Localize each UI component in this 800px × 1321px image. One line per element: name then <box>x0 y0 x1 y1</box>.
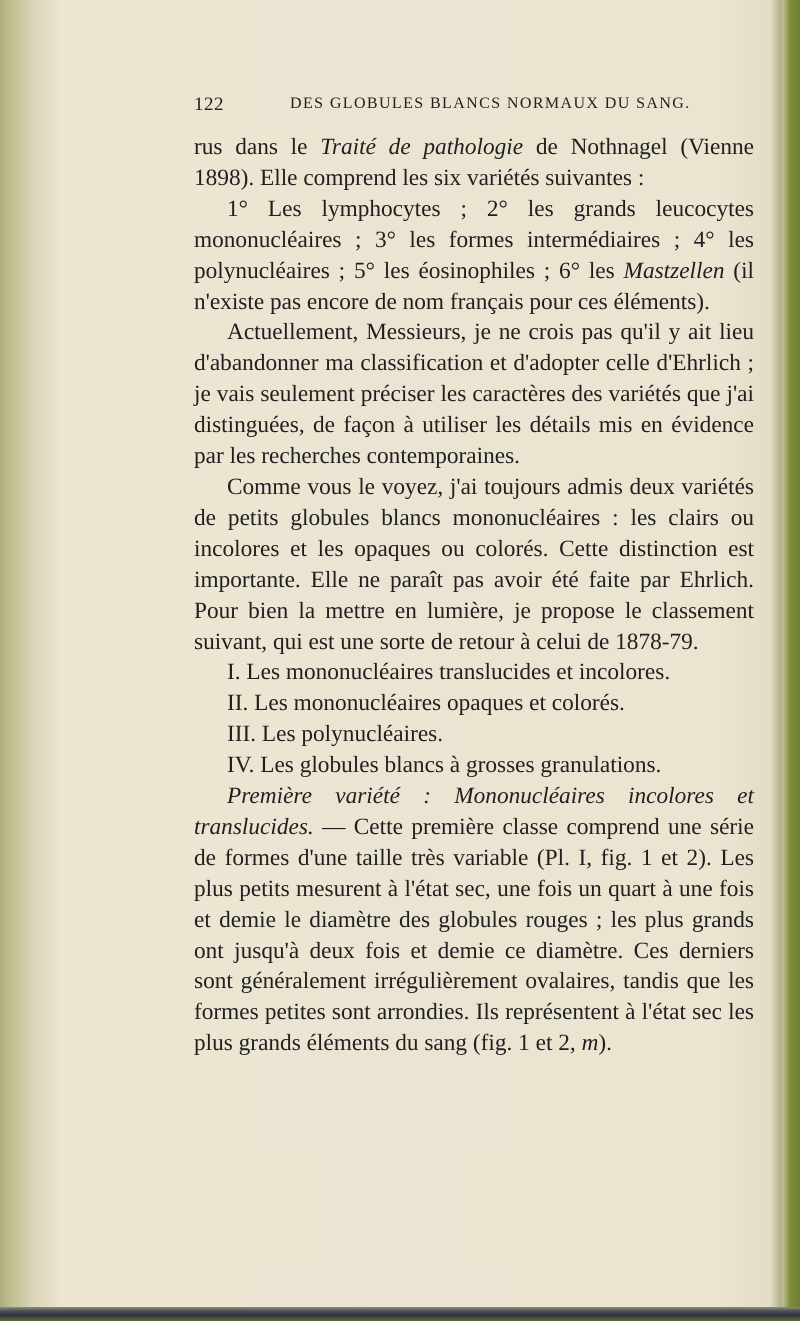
paragraph-1-text-a: rus dans le <box>194 134 321 160</box>
list-item: IV. Les globules blancs à grosses granulations. <box>227 752 662 779</box>
paragraph-2-text-b: (il n'existe pas encore de nom français pour ces éléments). <box>194 257 755 315</box>
first-variety-heading: Première variété : Mononucléaires incolores et translucides. <box>194 783 754 840</box>
paragraph-first-variety <box>194 781 754 1059</box>
paragraph-variety-list-inline <box>194 194 754 318</box>
list-item: III. Les polynucléaires. <box>227 721 444 748</box>
paragraph-mononuclear-distinction: Comme vous le voyez, j'ai toujours admis deux variétés de petits globules blancs mononucléaires : les clairs ou incolores et les opaques ou colorés. Cette distinction est importante. Elle ne paraît pas avoir été faite par Ehrlich. Pour bien la mettre en lumière, je propose le classement suivant, qui est une sorte de retour à celui de 1878-79. <box>194 473 754 655</box>
paragraph-1-book-title: Traité de pathologie <box>320 134 524 160</box>
page-header <box>194 94 754 118</box>
first-variety-text-b: ). <box>598 1030 612 1057</box>
classification-list <box>194 657 754 781</box>
list-item: I. Les mononucléaires translucides et incolores. <box>227 659 671 686</box>
page-edge-bottom <box>0 1307 800 1321</box>
page-number: 122 <box>194 94 224 115</box>
binding-gutter-shadow <box>0 0 60 1321</box>
paragraph-2-mastzellen: Mastzellen <box>623 257 725 284</box>
running-head: DES GLOBULES BLANCS NORMAUX DU SANG. <box>290 95 691 112</box>
first-variety-figure-label: m <box>581 1030 599 1057</box>
paragraph-2-text-a: 1° Les lymphocytes ; 2° les grands leucocytes mononucléaires ; 3° les formes intermédiaires ; 4° les polynucléaires ; 5° les éosinophiles ; 6° les <box>194 195 754 284</box>
paragraph-1-text-b: de Nothnagel (Vienne 1898). Elle comprend les six variétés suivantes : <box>194 134 754 191</box>
first-variety-text-a: — Cette première classe comprend une série de formes d'une taille très variable (Pl. I, fig. 1 et 2). Les plus petits mesurent à l'état sec, une fois un quart à une fois et demie le diamètre des globules rouges ; les plus grands ont jusqu'à deux fois et demie ce diamètre. Ces derniers sont généralement irrégulièrement ovalaires, tandis que les formes petites sont arrondies. Ils représentent à l'état sec les plus grands éléments du sang (fig. 1 et 2, <box>194 813 754 1057</box>
paragraph-continuation <box>194 132 754 194</box>
page-edge-right <box>782 0 800 1321</box>
list-item: II. Les mononucléaires opaques et colorés. <box>227 690 625 717</box>
main-text-block <box>194 132 754 1059</box>
paragraph-classification: Actuellement, Messieurs, je ne crois pas qu'il y ait lieu d'abandonner ma classification et d'adopter celle d'Ehrlich ; je vais seulement préciser les caractères des variétés que j'ai distinguées, de façon à utiliser les détails mis en évidence par les recherches contemporaines. <box>194 319 754 470</box>
